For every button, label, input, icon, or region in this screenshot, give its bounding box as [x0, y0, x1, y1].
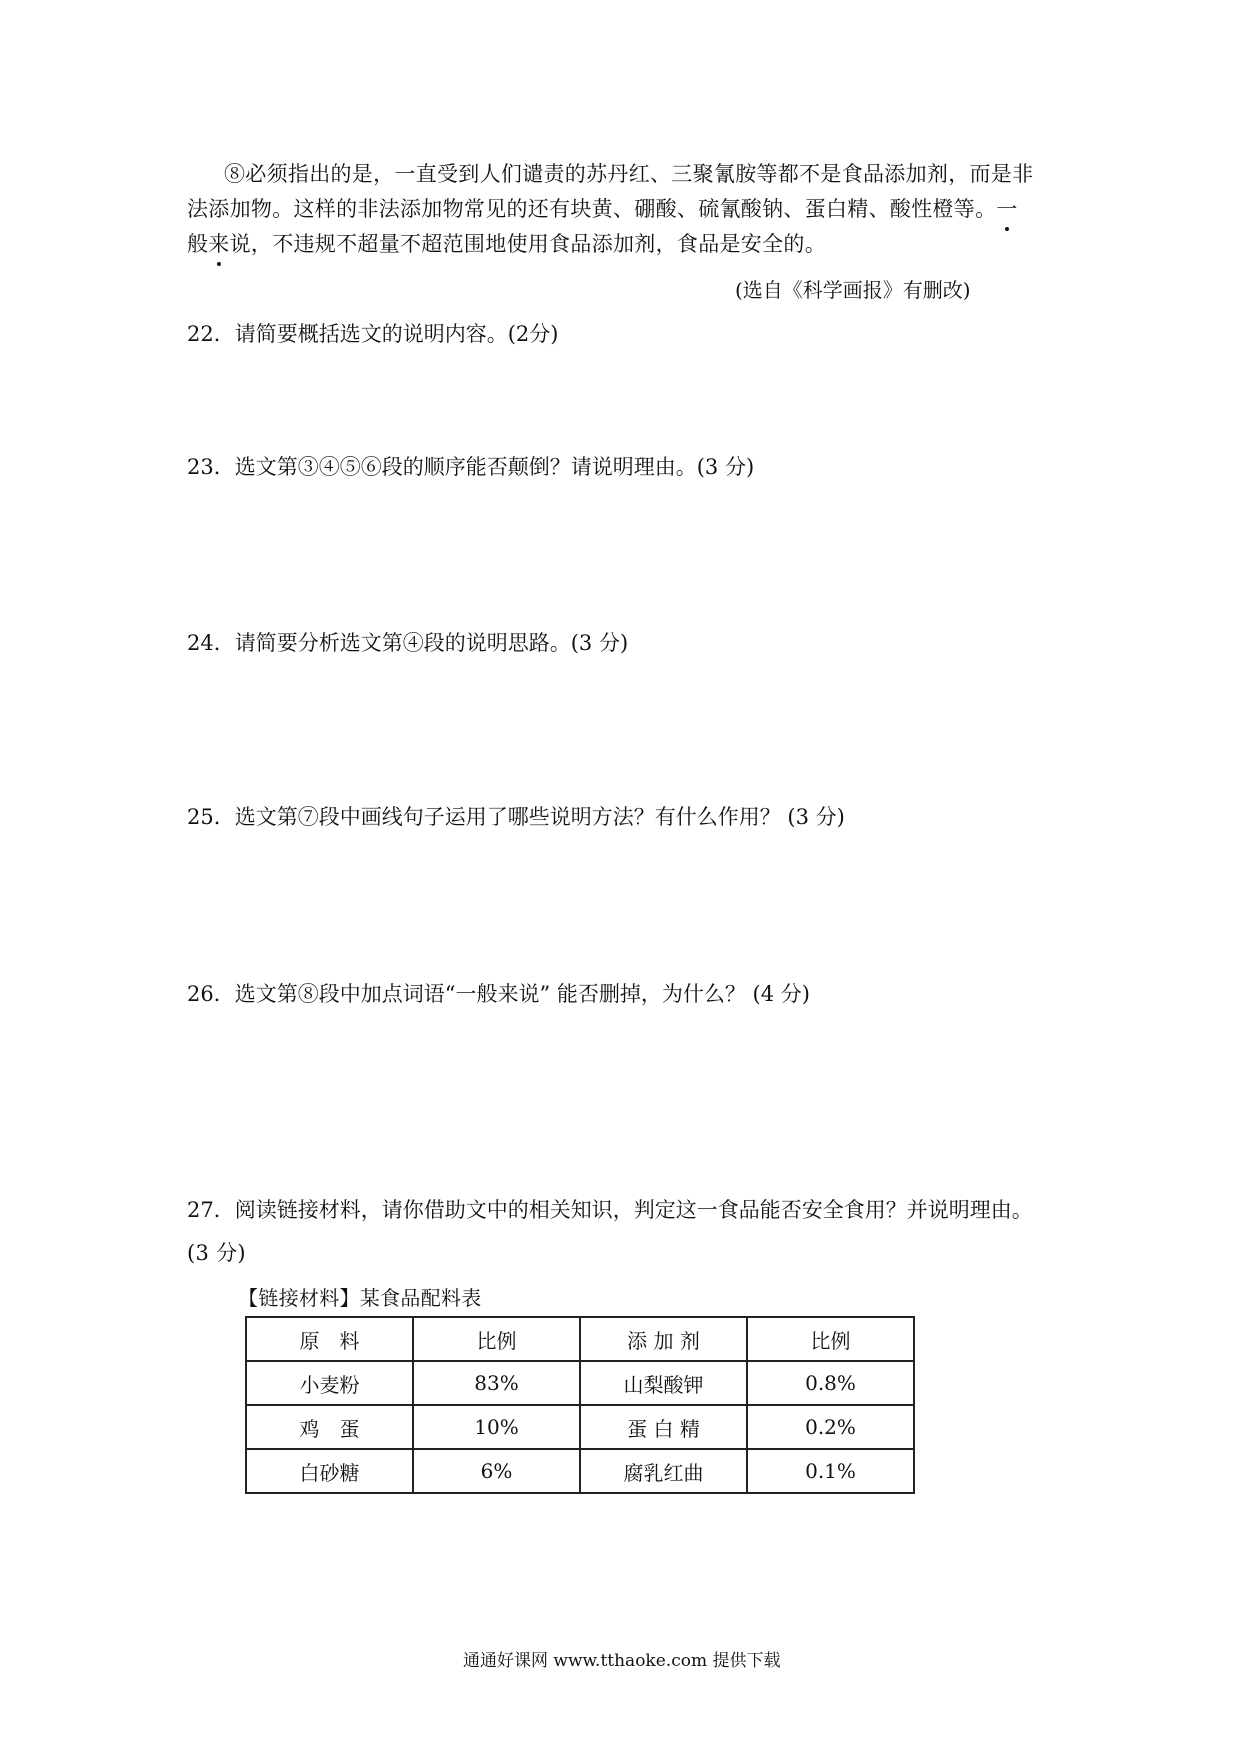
table-row [246, 1361, 914, 1405]
ingredient-table [245, 1316, 915, 1494]
emphasis-dot-char: 一 [996, 193, 1017, 223]
header-cell: 原 料 [246, 1317, 413, 1361]
question-24: 24．请简要分析选文第④段的说明思路。(3 分) [187, 631, 629, 655]
table-row [246, 1449, 914, 1493]
material-title: 【链接材料】某食品配料表 [238, 1286, 482, 1310]
paragraph-8-line-3: 般来说，不违规不超量不超范围地使用食品添加剂，食品是安全的。 [187, 228, 826, 258]
page-footer: 通通好课网 www.tthaoke.com 提供下载 [463, 1651, 781, 1671]
table-cell: 鸡 蛋 [246, 1405, 413, 1449]
table-cell: 6% [413, 1449, 580, 1493]
table-cell: 0.8% [747, 1361, 914, 1405]
header-cell: 比例 [747, 1317, 914, 1361]
table-header-row [246, 1317, 914, 1361]
question-27-score: (3 分) [187, 1241, 246, 1265]
source-citation: (选自《科学画报》有删改) [735, 278, 971, 302]
question-23: 23．选文第③④⑤⑥段的顺序能否颠倒？请说明理由。(3 分) [187, 455, 755, 479]
table-cell: 83% [413, 1361, 580, 1405]
table-cell: 白砂糖 [246, 1449, 413, 1493]
question-26: 26．选文第⑧段中加点词语“一般来说” 能否删掉，为什么？ (4 分) [187, 982, 810, 1006]
table-cell: 小麦粉 [246, 1361, 413, 1405]
table-cell: 腐乳红曲 [580, 1449, 747, 1493]
header-cell: 比例 [413, 1317, 580, 1361]
paragraph-8-line-1: ⑧必须指出的是，一直受到人们谴责的苏丹红、三聚氰胺等都不是食品添加剂，而是非 [224, 162, 1034, 186]
table-cell: 0.1% [747, 1449, 914, 1493]
table-cell: 蛋 白 精 [580, 1405, 747, 1449]
question-25: 25．选文第⑦段中画线句子运用了哪些说明方法？有什么作用？ (3 分) [187, 805, 845, 829]
table-row [246, 1405, 914, 1449]
table-cell: 10% [413, 1405, 580, 1449]
table-cell: 山梨酸钾 [580, 1361, 747, 1405]
paragraph-8-line-2: 法添加物。这样的非法添加物常见的还有块黄、硼酸、硫氰酸钠、蛋白精、酸性橙等。一 [187, 193, 1018, 223]
table-cell: 0.2% [747, 1405, 914, 1449]
header-cell: 添 加 剂 [580, 1317, 747, 1361]
question-22: 22．请简要概括选文的说明内容。(2分) [187, 322, 559, 346]
question-27: 27．阅读链接材料，请你借助文中的相关知识，判定这一食品能否安全食用？并说明理由。 [187, 1198, 1033, 1222]
emphasis-dotted-phrase: 般来说 [187, 232, 251, 256]
